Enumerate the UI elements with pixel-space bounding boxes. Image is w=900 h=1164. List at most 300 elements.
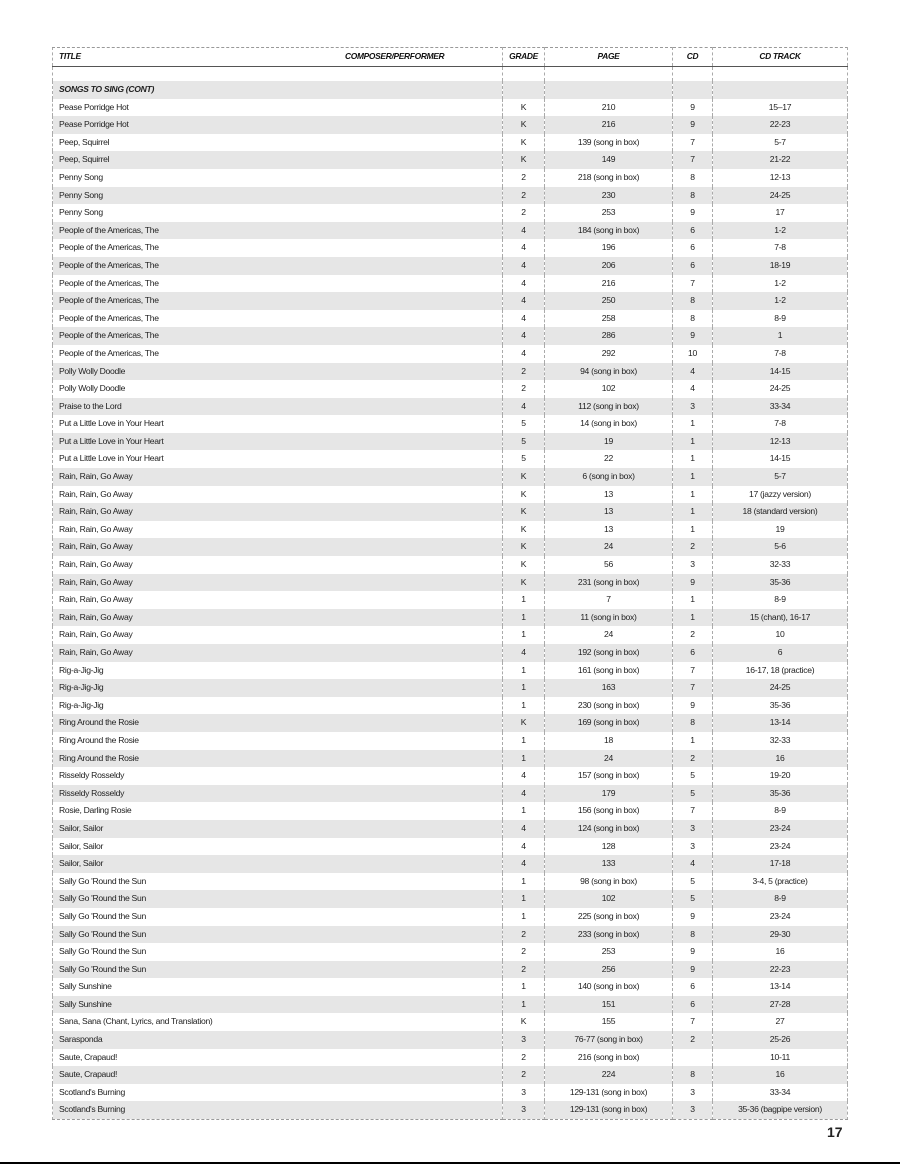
cd-cell: 8 <box>673 926 713 944</box>
grade-cell: 4 <box>503 345 545 363</box>
song-title-cell: Sailor, Sailor <box>53 855 503 873</box>
cd-track-cell: 12-13 <box>713 433 848 451</box>
grade-cell: 3 <box>503 1084 545 1102</box>
song-title-cell: Rosie, Darling Rosie <box>53 802 503 820</box>
table-row <box>53 468 848 486</box>
cd-track-column-header: CD TRACK <box>713 48 848 67</box>
cd-cell: 4 <box>673 380 713 398</box>
table-row <box>53 926 848 944</box>
grade-cell: 1 <box>503 697 545 715</box>
cd-cell: 1 <box>673 591 713 609</box>
table-row <box>53 943 848 961</box>
cd-cell: 2 <box>673 1031 713 1049</box>
table-row <box>53 996 848 1014</box>
cd-track-cell: 24-25 <box>713 380 848 398</box>
grade-cell: 5 <box>503 433 545 451</box>
cd-cell: 6 <box>673 257 713 275</box>
cd-track-cell: 24-25 <box>713 187 848 205</box>
page-cell: 230 (song in box) <box>545 697 673 715</box>
page-cell: 253 <box>545 204 673 222</box>
table-row <box>53 363 848 381</box>
grade-cell: 1 <box>503 662 545 680</box>
page-cell: 233 (song in box) <box>545 926 673 944</box>
page-cell: 258 <box>545 310 673 328</box>
song-title-cell: Put a Little Love in Your Heart <box>53 433 503 451</box>
grade-cell: 4 <box>503 257 545 275</box>
table-row <box>53 574 848 592</box>
table-row <box>53 134 848 152</box>
table-row <box>53 873 848 891</box>
cd-cell: 9 <box>673 697 713 715</box>
grade-cell: 2 <box>503 380 545 398</box>
table-row <box>53 1013 848 1031</box>
cd-track-cell: 16 <box>713 943 848 961</box>
song-title-cell: Sally Go 'Round the Sun <box>53 908 503 926</box>
cd-track-cell: 29-30 <box>713 926 848 944</box>
grade-cell: K <box>503 538 545 556</box>
song-title-cell: Ring Around the Rosie <box>53 714 503 732</box>
table-row <box>53 1101 848 1119</box>
grade-cell: 2 <box>503 363 545 381</box>
table-row <box>53 697 848 715</box>
cd-track-cell: 5-6 <box>713 538 848 556</box>
grade-cell: 1 <box>503 908 545 926</box>
grade-cell: 2 <box>503 943 545 961</box>
cd-cell: 6 <box>673 644 713 662</box>
table-row <box>53 609 848 627</box>
page-cell: 13 <box>545 521 673 539</box>
grade-cell: 3 <box>503 1031 545 1049</box>
cd-cell: 3 <box>673 556 713 574</box>
section-label: SONGS TO SING (CONT) <box>53 81 503 99</box>
table-row <box>53 275 848 293</box>
grade-cell: 2 <box>503 204 545 222</box>
table-row <box>53 116 848 134</box>
cd-cell: 5 <box>673 873 713 891</box>
grade-cell: 3 <box>503 1101 545 1119</box>
table-row <box>53 556 848 574</box>
grade-cell: K <box>503 1013 545 1031</box>
cd-cell: 1 <box>673 732 713 750</box>
page-cell: 128 <box>545 838 673 856</box>
song-title-cell: Scotland's Burning <box>53 1084 503 1102</box>
table-row <box>53 838 848 856</box>
cd-track-cell: 22-23 <box>713 116 848 134</box>
table-row <box>53 486 848 504</box>
grade-cell: 4 <box>503 327 545 345</box>
song-title-cell: Rig-a-Jig-Jig <box>53 697 503 715</box>
song-title-cell: People of the Americas, The <box>53 275 503 293</box>
grade-cell: 4 <box>503 239 545 257</box>
song-title-cell: Rain, Rain, Go Away <box>53 468 503 486</box>
grade-cell: 1 <box>503 626 545 644</box>
page-cell: 149 <box>545 151 673 169</box>
page-cell: 11 (song in box) <box>545 609 673 627</box>
page-cell: 192 (song in box) <box>545 644 673 662</box>
song-title-cell: Rain, Rain, Go Away <box>53 609 503 627</box>
table-row <box>53 644 848 662</box>
cd-cell: 6 <box>673 978 713 996</box>
cd-track-cell: 8-9 <box>713 802 848 820</box>
cd-track-cell: 23-24 <box>713 908 848 926</box>
grade-cell: 2 <box>503 169 545 187</box>
table-row <box>53 503 848 521</box>
grade-cell: K <box>503 468 545 486</box>
table-row <box>53 204 848 222</box>
page-cell: 225 (song in box) <box>545 908 673 926</box>
table-row <box>53 398 848 416</box>
page-cell: 102 <box>545 890 673 908</box>
cd-track-cell: 27-28 <box>713 996 848 1014</box>
table-row <box>53 222 848 240</box>
table-row <box>53 732 848 750</box>
table-row <box>53 415 848 433</box>
cd-cell: 3 <box>673 820 713 838</box>
song-title-cell: Saute, Crapaud! <box>53 1049 503 1067</box>
page-cell: 6 (song in box) <box>545 468 673 486</box>
cd-cell: 7 <box>673 134 713 152</box>
cd-track-cell: 35-36 <box>713 697 848 715</box>
cd-cell: 3 <box>673 1084 713 1102</box>
cd-track-cell: 35-36 (bagpipe version) <box>713 1101 848 1119</box>
page-cell: 19 <box>545 433 673 451</box>
cd-track-cell: 35-36 <box>713 785 848 803</box>
page-cell: 13 <box>545 486 673 504</box>
grade-column-header: GRADE <box>503 48 545 67</box>
table-row <box>53 978 848 996</box>
cd-cell: 9 <box>673 908 713 926</box>
page-cell: 22 <box>545 450 673 468</box>
cd-track-cell: 23-24 <box>713 820 848 838</box>
grade-cell: 4 <box>503 398 545 416</box>
table-row <box>53 1066 848 1084</box>
table-row <box>53 538 848 556</box>
cd-cell: 2 <box>673 750 713 768</box>
cd-track-cell: 3-4, 5 (practice) <box>713 873 848 891</box>
page-cell: 133 <box>545 855 673 873</box>
song-title-cell: Polly Wolly Doodle <box>53 363 503 381</box>
cd-track-cell: 17 <box>713 204 848 222</box>
song-title-cell: Scotland's Burning <box>53 1101 503 1119</box>
page-number: 17 <box>827 1124 843 1140</box>
page-cell: 56 <box>545 556 673 574</box>
cd-track-cell: 35-36 <box>713 574 848 592</box>
page-cell: 230 <box>545 187 673 205</box>
section-header-row <box>53 81 848 99</box>
song-title-cell: Rig-a-Jig-Jig <box>53 679 503 697</box>
grade-cell: 4 <box>503 767 545 785</box>
cd-track-cell: 17 (jazzy version) <box>713 486 848 504</box>
cd-cell: 1 <box>673 609 713 627</box>
song-title-cell: Sally Sunshine <box>53 978 503 996</box>
cd-cell: 4 <box>673 363 713 381</box>
page-cell: 156 (song in box) <box>545 802 673 820</box>
cd-cell: 1 <box>673 486 713 504</box>
table-row <box>53 1049 848 1067</box>
cd-cell: 9 <box>673 943 713 961</box>
cd-track-cell: 1-2 <box>713 275 848 293</box>
cd-cell: 7 <box>673 275 713 293</box>
cd-cell: 4 <box>673 855 713 873</box>
page-cell: 14 (song in box) <box>545 415 673 433</box>
song-title-cell: Penny Song <box>53 187 503 205</box>
page-cell: 155 <box>545 1013 673 1031</box>
cd-cell: 5 <box>673 785 713 803</box>
song-title-cell: People of the Americas, The <box>53 222 503 240</box>
cd-track-cell: 21-22 <box>713 151 848 169</box>
grade-cell: K <box>503 486 545 504</box>
page-cell: 124 (song in box) <box>545 820 673 838</box>
page-cell: 169 (song in box) <box>545 714 673 732</box>
page-cell: 210 <box>545 99 673 117</box>
table-row <box>53 433 848 451</box>
cd-track-cell: 7-8 <box>713 239 848 257</box>
grade-cell: 1 <box>503 750 545 768</box>
grade-cell: 2 <box>503 961 545 979</box>
cd-track-cell: 24-25 <box>713 679 848 697</box>
grade-cell: K <box>503 99 545 117</box>
grade-cell: K <box>503 116 545 134</box>
table-row <box>53 591 848 609</box>
cd-cell: 9 <box>673 116 713 134</box>
table-row <box>53 961 848 979</box>
cd-track-cell: 19-20 <box>713 767 848 785</box>
cd-cell: 8 <box>673 714 713 732</box>
cd-cell: 6 <box>673 239 713 257</box>
page-cell: 13 <box>545 503 673 521</box>
cd-track-cell: 17-18 <box>713 855 848 873</box>
cd-track-cell: 23-24 <box>713 838 848 856</box>
page-cell: 196 <box>545 239 673 257</box>
page-column-header: PAGE <box>545 48 673 67</box>
cd-cell: 3 <box>673 1101 713 1119</box>
grade-cell: 2 <box>503 926 545 944</box>
grade-cell: 2 <box>503 187 545 205</box>
song-title-cell: Sana, Sana (Chant, Lyrics, and Translation) <box>53 1013 503 1031</box>
page-cell: 98 (song in box) <box>545 873 673 891</box>
cd-cell: 9 <box>673 574 713 592</box>
cd-cell: 9 <box>673 961 713 979</box>
header-row <box>53 48 848 67</box>
cd-track-cell: 15 (chant), 16-17 <box>713 609 848 627</box>
title-header-label: TITLE <box>59 51 81 62</box>
song-title-cell: Sally Go 'Round the Sun <box>53 961 503 979</box>
spacer-row <box>53 67 848 82</box>
song-title-cell: Rain, Rain, Go Away <box>53 574 503 592</box>
table-row <box>53 151 848 169</box>
cd-track-cell: 8-9 <box>713 310 848 328</box>
cd-cell: 2 <box>673 626 713 644</box>
table-row <box>53 450 848 468</box>
song-title-cell: Sailor, Sailor <box>53 838 503 856</box>
grade-cell: 4 <box>503 275 545 293</box>
cd-cell: 3 <box>673 398 713 416</box>
cd-track-cell: 27 <box>713 1013 848 1031</box>
song-title-cell: People of the Americas, The <box>53 310 503 328</box>
grade-cell: 1 <box>503 679 545 697</box>
table-row <box>53 662 848 680</box>
song-title-cell: Rain, Rain, Go Away <box>53 644 503 662</box>
grade-cell: 1 <box>503 591 545 609</box>
page-cell: 216 <box>545 116 673 134</box>
grade-cell: K <box>503 521 545 539</box>
song-title-cell: Polly Wolly Doodle <box>53 380 503 398</box>
cd-track-cell: 5-7 <box>713 134 848 152</box>
table-row <box>53 99 848 117</box>
cd-track-cell: 8-9 <box>713 890 848 908</box>
page-cell: 24 <box>545 750 673 768</box>
cd-cell: 8 <box>673 169 713 187</box>
grade-cell: 4 <box>503 785 545 803</box>
song-title-cell: Put a Little Love in Your Heart <box>53 450 503 468</box>
cd-track-cell: 19 <box>713 521 848 539</box>
table-row <box>53 1031 848 1049</box>
song-title-cell: People of the Americas, The <box>53 327 503 345</box>
song-title-cell: Rain, Rain, Go Away <box>53 521 503 539</box>
page-cell: 151 <box>545 996 673 1014</box>
cd-cell: 1 <box>673 433 713 451</box>
song-title-cell: Sally Go 'Round the Sun <box>53 890 503 908</box>
table-row <box>53 855 848 873</box>
song-title-cell: Rain, Rain, Go Away <box>53 556 503 574</box>
cd-track-cell: 15–17 <box>713 99 848 117</box>
page-cell: 206 <box>545 257 673 275</box>
grade-cell: 1 <box>503 978 545 996</box>
song-title-cell: Sally Go 'Round the Sun <box>53 926 503 944</box>
song-title-cell: Ring Around the Rosie <box>53 750 503 768</box>
page-cell: 224 <box>545 1066 673 1084</box>
page-cell: 216 <box>545 275 673 293</box>
cd-track-cell: 1-2 <box>713 292 848 310</box>
cd-track-cell: 25-26 <box>713 1031 848 1049</box>
cd-cell: 8 <box>673 1066 713 1084</box>
song-title-cell: Pease Porridge Hot <box>53 116 503 134</box>
cd-track-cell: 13-14 <box>713 714 848 732</box>
grade-cell: 1 <box>503 802 545 820</box>
page-cell: 129-131 (song in box) <box>545 1101 673 1119</box>
table-row <box>53 679 848 697</box>
title-column-header <box>53 48 503 67</box>
song-title-cell: Rig-a-Jig-Jig <box>53 662 503 680</box>
page-cell: 129-131 (song in box) <box>545 1084 673 1102</box>
song-title-cell: Peep, Squirrel <box>53 151 503 169</box>
cd-track-cell: 12-13 <box>713 169 848 187</box>
cd-cell: 1 <box>673 468 713 486</box>
cd-track-cell: 33-34 <box>713 1084 848 1102</box>
song-title-cell: Rain, Rain, Go Away <box>53 486 503 504</box>
page-cell: 231 (song in box) <box>545 574 673 592</box>
page-cell: 216 (song in box) <box>545 1049 673 1067</box>
table-row <box>53 521 848 539</box>
grade-cell: K <box>503 503 545 521</box>
cd-cell: 8 <box>673 187 713 205</box>
grade-cell: 1 <box>503 732 545 750</box>
page-cell: 76-77 (song in box) <box>545 1031 673 1049</box>
table-row <box>53 187 848 205</box>
cd-cell: 8 <box>673 292 713 310</box>
song-title-cell: People of the Americas, The <box>53 239 503 257</box>
cd-cell: 7 <box>673 679 713 697</box>
song-title-cell: Saute, Crapaud! <box>53 1066 503 1084</box>
grade-cell: 4 <box>503 310 545 328</box>
cd-track-cell: 1 <box>713 327 848 345</box>
song-title-cell: Rain, Rain, Go Away <box>53 538 503 556</box>
cd-track-cell: 18 (standard version) <box>713 503 848 521</box>
page-cell: 140 (song in box) <box>545 978 673 996</box>
song-title-cell: People of the Americas, The <box>53 257 503 275</box>
table-row <box>53 292 848 310</box>
table-row <box>53 767 848 785</box>
table-row <box>53 345 848 363</box>
grade-cell: K <box>503 134 545 152</box>
song-title-cell: Peep, Squirrel <box>53 134 503 152</box>
page-cell: 218 (song in box) <box>545 169 673 187</box>
cd-cell: 5 <box>673 890 713 908</box>
page-cell: 179 <box>545 785 673 803</box>
song-title-cell: Risseldy Rosseldy <box>53 767 503 785</box>
cd-track-cell: 8-9 <box>713 591 848 609</box>
table-row <box>53 257 848 275</box>
cd-cell: 6 <box>673 996 713 1014</box>
cd-track-cell: 5-7 <box>713 468 848 486</box>
song-title-cell: Rain, Rain, Go Away <box>53 503 503 521</box>
cd-track-cell: 33-34 <box>713 398 848 416</box>
grade-cell: 5 <box>503 415 545 433</box>
cd-cell <box>673 1049 713 1067</box>
cd-track-cell: 32-33 <box>713 556 848 574</box>
cd-track-cell: 10-11 <box>713 1049 848 1067</box>
page-cell: 157 (song in box) <box>545 767 673 785</box>
cd-track-cell: 16-17, 18 (practice) <box>713 662 848 680</box>
page-cell: 286 <box>545 327 673 345</box>
cd-cell: 7 <box>673 662 713 680</box>
grade-cell: 5 <box>503 450 545 468</box>
song-title-cell: People of the Americas, The <box>53 292 503 310</box>
cd-cell: 1 <box>673 503 713 521</box>
cd-track-cell: 32-33 <box>713 732 848 750</box>
table-row <box>53 239 848 257</box>
song-title-cell: Sailor, Sailor <box>53 820 503 838</box>
cd-cell: 1 <box>673 521 713 539</box>
table-row <box>53 890 848 908</box>
song-title-cell: Put a Little Love in Your Heart <box>53 415 503 433</box>
cd-track-cell: 18-19 <box>713 257 848 275</box>
grade-cell: 4 <box>503 292 545 310</box>
song-title-cell: People of the Americas, The <box>53 345 503 363</box>
cd-track-cell: 14-15 <box>713 450 848 468</box>
song-title-cell: Risseldy Rosseldy <box>53 785 503 803</box>
page-cell: 250 <box>545 292 673 310</box>
grade-cell: K <box>503 574 545 592</box>
table-row <box>53 626 848 644</box>
page-cell: 94 (song in box) <box>545 363 673 381</box>
table-row <box>53 750 848 768</box>
song-title-cell: Ring Around the Rosie <box>53 732 503 750</box>
grade-cell: 1 <box>503 996 545 1014</box>
cd-track-cell: 1-2 <box>713 222 848 240</box>
song-title-cell: Penny Song <box>53 204 503 222</box>
cd-cell: 7 <box>673 151 713 169</box>
cd-track-cell: 7-8 <box>713 415 848 433</box>
grade-cell: 1 <box>503 609 545 627</box>
grade-cell: 2 <box>503 1049 545 1067</box>
table-row <box>53 714 848 732</box>
grade-cell: 1 <box>503 890 545 908</box>
cd-track-cell: 10 <box>713 626 848 644</box>
page-cell: 18 <box>545 732 673 750</box>
grade-cell: 2 <box>503 1066 545 1084</box>
grade-cell: 4 <box>503 222 545 240</box>
